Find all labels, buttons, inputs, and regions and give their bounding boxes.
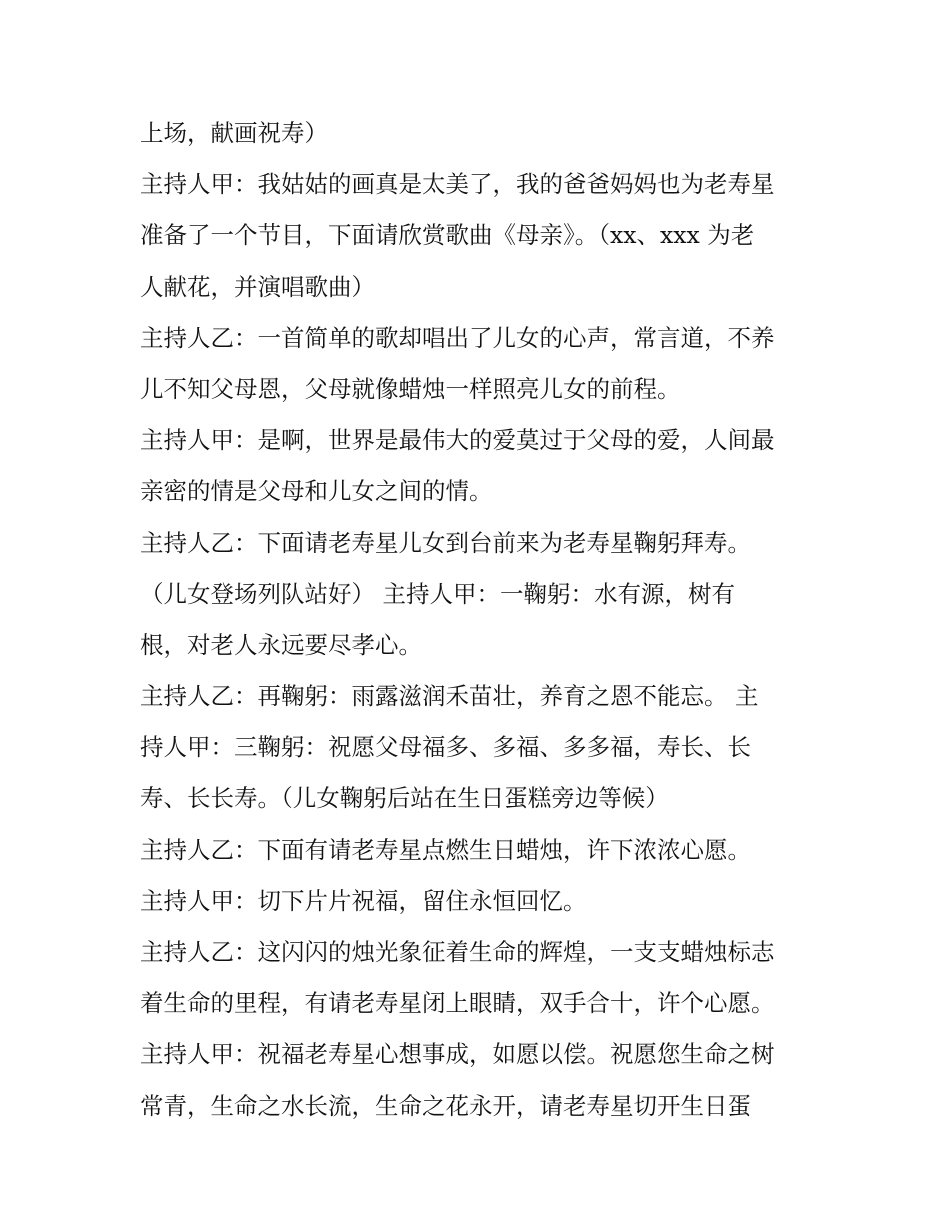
text-line: 儿不知父母恩，父母就像蜡烛一样照亮儿女的前程。 [140,374,681,403]
text-line: 主持人甲：我姑姑的画真是太美了，我的爸爸妈妈也为老寿星 [140,170,775,199]
text-line: 主持人甲：切下片片祝福，留住永恒回忆。 [140,886,587,915]
text-line: （儿女登场列队站好） 主持人甲：一鞠躬：水有源，树有 [140,579,735,608]
text-line: 主持人乙：再鞠躬：雨露滋润禾苗壮，养育之恩不能忘。 主 [140,682,759,711]
text-line: 准备了一个节目，下面请欣赏歌曲《母亲》。（xx、xxx 为老 [140,221,755,250]
text-line: 主持人乙：下面有请老寿星点燃生日蜡烛，许下浓浓心愿。 [140,835,751,864]
text-line: 持人甲：三鞠躬：祝愿父母福多、多福、多多福，寿长、长 [140,733,751,762]
text-line: 人献花，并演唱歌曲） [140,272,375,301]
text-line: 主持人乙：下面请老寿星儿女到台前来为老寿星鞠躬拜寿。 [140,528,751,557]
document-body [140,108,820,1132]
text-line: 主持人乙：一首简单的歌却唱出了儿女的心声，常言道，不养 [140,323,775,352]
text-line: 着生命的里程，有请老寿星闭上眼睛，双手合十，许个心愿。 [140,989,775,1018]
text-line: 寿、长长寿。（儿女鞠躬后站在生日蛋糕旁边等候） [140,784,669,813]
text-line: 上场，献画祝寿） [140,119,328,147]
text-line: 根，对老人永远要尽孝心。 [140,630,422,659]
text-line: 主持人甲：是啊，世界是最伟大的爱莫过于父母的爱，人间最 [140,426,775,455]
text-line: 亲密的情是父母和儿女之间的情。 [140,477,493,506]
text-line: 主持人乙：这闪闪的烛光象征着生命的辉煌，一支支蜡烛标志 [140,938,775,966]
text-line: 常青，生命之水长流，生命之花永开，请老寿星切开生日蛋 [140,1091,751,1120]
text-line: 主持人甲：祝福老寿星心想事成，如愿以偿。祝愿您生命之树 [140,1040,775,1069]
